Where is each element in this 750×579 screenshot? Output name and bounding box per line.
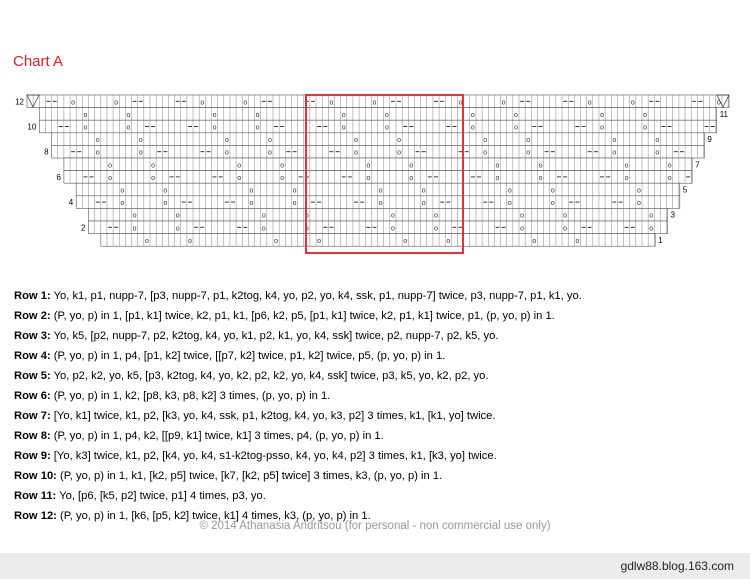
- yo-symbol: o: [280, 174, 285, 182]
- yo-symbol: o: [138, 137, 143, 145]
- row-number-right: 3: [670, 210, 675, 220]
- yo-symbol: o: [667, 162, 672, 170]
- yo-symbol: o: [575, 237, 580, 245]
- yo-symbol: o: [643, 124, 648, 132]
- yo-symbol: o: [108, 162, 112, 170]
- yo-symbol: o: [144, 237, 149, 245]
- yo-symbol: o: [200, 99, 205, 107]
- yo-symbol: o: [243, 99, 248, 107]
- instruction-row: [14, 466, 734, 486]
- row-number-right: 7: [695, 160, 700, 170]
- yo-symbol: o: [317, 237, 322, 245]
- yo-symbol: o: [397, 137, 402, 145]
- row-text: Yo, k5, [p2, nupp-7, p2, k2tog, k4, yo, k1, p2, k1, yo, k4, ssk] twice, p2, nupp-7, p2, k5, yo.: [53, 330, 499, 342]
- yo-symbol: o: [520, 212, 525, 220]
- yo-symbol: o: [483, 149, 488, 157]
- yo-symbol: o: [390, 225, 395, 233]
- instruction-row: [14, 486, 734, 506]
- row-text: (P, yo, p) in 1, k2, [p8, k3, p8, k2] 3 times, (p, yo, p) in 1.: [53, 390, 331, 402]
- yo-symbol: o: [132, 225, 137, 233]
- yo-symbol: o: [630, 99, 635, 107]
- yo-symbol: o: [409, 174, 414, 182]
- yo-symbol: o: [550, 200, 555, 208]
- yo-symbol: o: [397, 149, 402, 157]
- row-number-left: 2: [81, 223, 86, 233]
- yo-symbol: o: [175, 212, 180, 220]
- row-number-left: 12: [15, 97, 24, 107]
- row-number-right: 11: [719, 109, 729, 119]
- row-number-left: 6: [56, 172, 61, 182]
- yo-symbol: o: [520, 225, 525, 233]
- row-number-left: 8: [44, 147, 49, 157]
- yo-symbol: o: [600, 111, 604, 119]
- yo-symbol: o: [643, 111, 648, 119]
- yo-symbol: o: [655, 137, 660, 145]
- yo-symbol: o: [274, 237, 279, 245]
- instruction-row: [14, 406, 734, 426]
- yo-symbol: o: [267, 137, 272, 145]
- yo-symbol: o: [114, 99, 119, 107]
- row-text: (P, yo, p) in 1, p4, [p1, k2] twice, [[p7, k2] twice, p1, k2] twice, p5, (p, yo, p) in 1.: [53, 350, 446, 362]
- yo-symbol: o: [421, 200, 426, 208]
- yo-symbol: o: [409, 162, 414, 170]
- yo-symbol: o: [624, 162, 629, 170]
- yo-symbol: o: [292, 200, 297, 208]
- yo-symbol: o: [304, 212, 309, 220]
- yo-symbol: o: [237, 162, 242, 170]
- chart-row: [64, 171, 692, 184]
- yo-symbol: o: [532, 237, 537, 245]
- yo-symbol: o: [378, 187, 383, 195]
- knitting-chart: [0, 0, 750, 260]
- instruction-row: [14, 426, 734, 446]
- yo-symbol: o: [384, 124, 389, 132]
- row-label: Row 8:: [14, 430, 51, 442]
- yo-symbol: o: [403, 237, 408, 245]
- row-text: Yo, p2, k2, yo, k5, [p3, k2tog, k4, yo, k2, p2, k2, yo, k4, ssk] twice, p3, k5, yo, k2, p2, yo.: [53, 370, 489, 382]
- yo-symbol: o: [280, 162, 285, 170]
- yo-symbol: o: [716, 99, 721, 107]
- yo-symbol: o: [636, 187, 641, 195]
- row-number-left: 10: [27, 122, 37, 132]
- row-label: Row 3:: [14, 330, 51, 342]
- yo-symbol: o: [261, 212, 266, 220]
- row-number-left: 4: [68, 198, 74, 208]
- yo-symbol: o: [249, 200, 254, 208]
- footer-bar: [0, 553, 750, 579]
- yo-symbol: o: [612, 149, 617, 157]
- yo-symbol: o: [163, 200, 168, 208]
- row-label: Row 12:: [14, 510, 57, 522]
- yo-symbol: o: [341, 124, 346, 132]
- yo-symbol: o: [175, 225, 180, 233]
- row-label: Row 2:: [14, 310, 51, 322]
- yo-symbol: o: [446, 237, 451, 245]
- yo-symbol: o: [267, 149, 272, 157]
- row-text: (P, yo, p) in 1, p4, k2, [[p9, k1] twice, k1] 3 times, p4, (p, yo, p) in 1.: [53, 430, 384, 442]
- yo-symbol: o: [108, 174, 112, 182]
- yo-symbol: o: [513, 124, 518, 132]
- yo-symbol: o: [95, 137, 100, 145]
- yo-symbol: o: [292, 187, 297, 195]
- row-number-right: 5: [682, 185, 688, 195]
- yo-symbol: o: [470, 124, 475, 132]
- yo-symbol: o: [138, 149, 143, 157]
- yo-symbol: o: [390, 212, 395, 220]
- row-label: Row 6:: [14, 390, 51, 402]
- yo-symbol: o: [655, 149, 660, 157]
- yo-symbol: o: [526, 137, 531, 145]
- row-label: Row 11:: [14, 490, 57, 502]
- row-text: (P, yo, p) in 1, [p1, k1] twice, k2, p1, k1, [p6, k2, p5, [p1, k1] twice, k2, p1, k1] twice, p1, (p, yo, p) in 1.: [53, 310, 555, 322]
- instruction-row: [14, 346, 734, 366]
- chart-row: [52, 133, 705, 146]
- row-number-right: 1: [658, 235, 663, 245]
- yo-symbol: o: [304, 225, 309, 233]
- row-text: Yo, [p6, [k5, p2] twice, p1] 4 times, p3, yo.: [59, 490, 266, 502]
- yo-symbol: o: [249, 187, 254, 195]
- yo-symbol: o: [163, 187, 168, 195]
- yo-symbol: o: [587, 99, 592, 107]
- yo-symbol: o: [354, 137, 358, 145]
- yo-symbol: o: [538, 162, 543, 170]
- yo-symbol: o: [151, 174, 156, 182]
- yo-symbol: o: [126, 124, 131, 132]
- yo-symbol: o: [649, 225, 654, 233]
- yo-symbol: o: [354, 149, 358, 157]
- yo-symbol: o: [224, 137, 229, 145]
- yo-symbol: o: [83, 124, 88, 132]
- yo-symbol: o: [378, 200, 383, 208]
- yo-symbol: o: [434, 212, 438, 220]
- row-text: [Yo, k3] twice, k1, p2, [k4, yo, k4, s1-k2tog-psso, k4, yo, k4, p2] 3 times, k1, [k3, yo] twice.: [53, 450, 497, 462]
- yo-symbol: o: [649, 212, 654, 220]
- copyright-notice: © 2014 Athanasia Andritsou (for personal - non commercial use only): [199, 520, 551, 532]
- yo-symbol: o: [212, 111, 217, 119]
- yo-symbol: o: [550, 187, 555, 195]
- yo-symbol: o: [83, 111, 88, 119]
- yo-symbol: o: [526, 149, 531, 157]
- chart-row: [39, 120, 716, 133]
- chart-row: [101, 234, 655, 247]
- yo-symbol: o: [434, 225, 438, 233]
- yo-symbol: o: [495, 174, 500, 182]
- yo-symbol: o: [261, 225, 266, 233]
- yo-symbol: o: [255, 111, 260, 119]
- yo-symbol: o: [636, 200, 641, 208]
- instruction-row: [14, 386, 734, 406]
- instruction-row: [14, 366, 734, 386]
- yo-symbol: o: [341, 111, 346, 119]
- yo-symbol: o: [612, 137, 617, 145]
- chart-row: [39, 108, 716, 121]
- chart-title: Chart A: [13, 53, 64, 70]
- yo-symbol: o: [372, 99, 377, 107]
- yo-symbol: o: [538, 174, 543, 182]
- yo-symbol: o: [188, 237, 192, 245]
- yo-symbol: o: [421, 187, 426, 195]
- row-label: Row 7:: [14, 410, 51, 422]
- yo-symbol: o: [458, 99, 463, 107]
- row-text: Yo, k1, p1, nupp-7, [p3, nupp-7, p1, k2tog, k4, yo, p2, yo, k4, ssk, p1, nupp-7] twice, p3, nupp-7, p1, k1, yo.: [53, 290, 582, 302]
- yo-symbol: o: [151, 162, 156, 170]
- row-label: Row 5:: [14, 370, 51, 382]
- row-label: Row 10:: [14, 470, 57, 482]
- instruction-row: [14, 286, 734, 306]
- instruction-row: [14, 326, 734, 346]
- yo-symbol: o: [132, 212, 137, 220]
- yo-symbol: o: [507, 200, 512, 208]
- yo-symbol: o: [384, 111, 389, 119]
- yo-symbol: o: [513, 111, 518, 119]
- row-label: Row 9:: [14, 450, 51, 462]
- yo-symbol: o: [366, 162, 371, 170]
- yo-symbol: o: [501, 99, 506, 107]
- yo-symbol: o: [470, 111, 475, 119]
- yo-symbol: o: [120, 200, 125, 208]
- yo-symbol: o: [255, 124, 260, 132]
- yo-symbol: o: [120, 187, 125, 195]
- watermark: gdlw88.blog.163.com: [620, 559, 734, 573]
- yo-symbol: o: [507, 187, 512, 195]
- row-label: Row 4:: [14, 350, 51, 362]
- row-number-right: 9: [707, 135, 712, 145]
- instruction-row: [14, 446, 734, 466]
- yo-symbol: o: [366, 174, 371, 182]
- yo-symbol: o: [563, 225, 568, 233]
- yo-symbol: o: [495, 162, 500, 170]
- yo-symbol: o: [667, 174, 672, 182]
- row-instructions: [14, 286, 734, 526]
- yo-symbol: o: [563, 212, 568, 220]
- row-text: (P, yo, p) in 1, [k6, [p5, k2] twice, k1] 4 times, k3, (p, yo, p) in 1.: [60, 510, 371, 522]
- row-text: (P, yo, p) in 1, k1, [k2, p5] twice, [k7, [k2, p5] twice] 3 times, k3, (p, yo, p) in 1.: [60, 470, 443, 482]
- row-label: Row 1:: [14, 290, 51, 302]
- yo-symbol: o: [71, 99, 76, 107]
- yo-symbol: o: [600, 124, 604, 132]
- row-text: [Yo, k1] twice, k1, p2, [k3, yo, k4, ssk, p1, k2tog, k4, yo, k3, p2] 3 times, k1, [k1, yo] twice.: [53, 410, 496, 422]
- yo-symbol: o: [483, 137, 488, 145]
- instruction-row: [14, 306, 734, 326]
- yo-symbol: o: [237, 174, 242, 182]
- yo-symbol: o: [224, 149, 229, 157]
- chart-row: [64, 158, 692, 171]
- yo-symbol: o: [126, 111, 131, 119]
- chart-row: [52, 145, 705, 158]
- yo-symbol: o: [624, 174, 629, 182]
- yo-symbol: o: [329, 99, 334, 107]
- yo-symbol: o: [95, 149, 100, 157]
- yo-symbol: o: [212, 124, 217, 132]
